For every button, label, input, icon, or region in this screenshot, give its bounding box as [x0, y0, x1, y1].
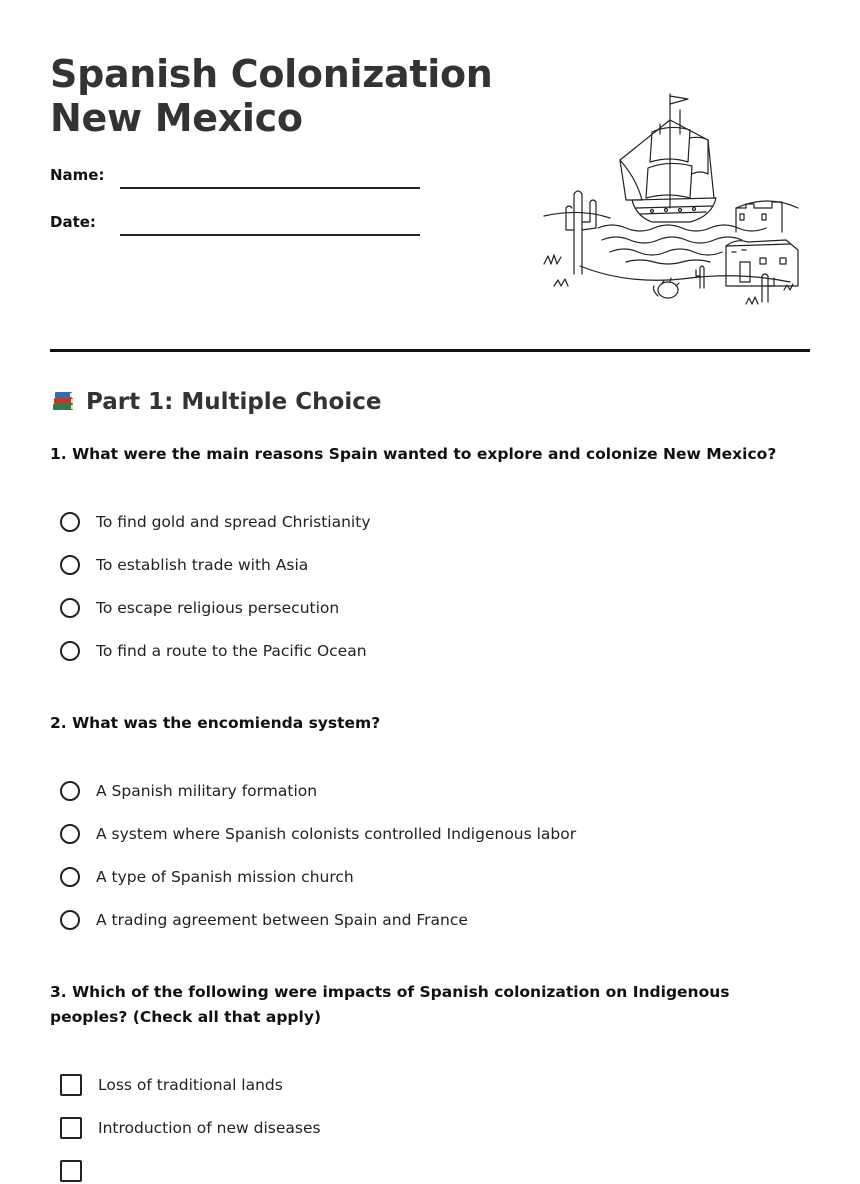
question-2-text: 2. What was the encomienda system?: [50, 714, 381, 732]
q2-option-1[interactable]: [60, 778, 317, 804]
radio-button[interactable]: [60, 598, 80, 618]
q3-option-3-partial[interactable]: [60, 1158, 82, 1184]
q2-option-3[interactable]: [60, 864, 354, 890]
option-label: To find gold and spread Christianity: [96, 513, 371, 531]
q2-option-2[interactable]: [60, 821, 576, 847]
name-label: Name:: [50, 166, 105, 184]
question-3-text: 3. Which of the following were impacts of Spanish colonization on Indigenous peoples? (Check all that apply): [50, 983, 730, 1026]
q3-option-1[interactable]: [60, 1072, 283, 1098]
ship-desert-illustration: [540, 90, 802, 312]
option-label: A trading agreement between Spain and France: [96, 911, 468, 929]
date-field[interactable]: [120, 234, 420, 236]
option-label: To find a route to the Pacific Ocean: [96, 642, 367, 660]
option-label: Introduction of new diseases: [98, 1119, 321, 1137]
date-label: Date:: [50, 213, 96, 231]
title-line-1: Spanish Colonization: [50, 52, 493, 96]
radio-button[interactable]: [60, 824, 80, 844]
q3-option-2[interactable]: [60, 1115, 321, 1141]
q1-option-4[interactable]: [60, 638, 367, 664]
worksheet-title: [50, 52, 493, 140]
option-label: A system where Spanish colonists controlled Indigenous labor: [96, 825, 577, 843]
radio-button[interactable]: [60, 512, 80, 532]
option-label: A Spanish military formation: [96, 782, 318, 800]
part1-title: Part 1: Multiple Choice: [86, 389, 382, 415]
question-1-text: 1. What were the main reasons Spain wanted to explore and colonize New Mexico?: [50, 445, 777, 463]
radio-button[interactable]: [60, 781, 80, 801]
radio-button[interactable]: [60, 867, 80, 887]
checkbox[interactable]: [60, 1160, 82, 1182]
q2-option-4[interactable]: [60, 907, 468, 933]
option-label: A type of Spanish mission church: [96, 868, 354, 886]
q1-option-3[interactable]: [60, 595, 339, 621]
section-divider: [50, 349, 810, 352]
books-icon: [50, 389, 76, 415]
radio-button[interactable]: [60, 641, 80, 661]
radio-button[interactable]: [60, 910, 80, 930]
checkbox[interactable]: [60, 1117, 82, 1139]
q1-option-1[interactable]: [60, 509, 371, 535]
radio-button[interactable]: [60, 555, 80, 575]
part1-heading: [50, 389, 381, 415]
name-field[interactable]: [120, 187, 420, 189]
title-line-2: New Mexico: [50, 96, 303, 140]
option-label: To establish trade with Asia: [96, 556, 309, 574]
option-label: Loss of traditional lands: [98, 1076, 283, 1094]
option-label: To escape religious persecution: [96, 599, 340, 617]
q1-option-2[interactable]: [60, 552, 308, 578]
checkbox[interactable]: [60, 1074, 82, 1096]
